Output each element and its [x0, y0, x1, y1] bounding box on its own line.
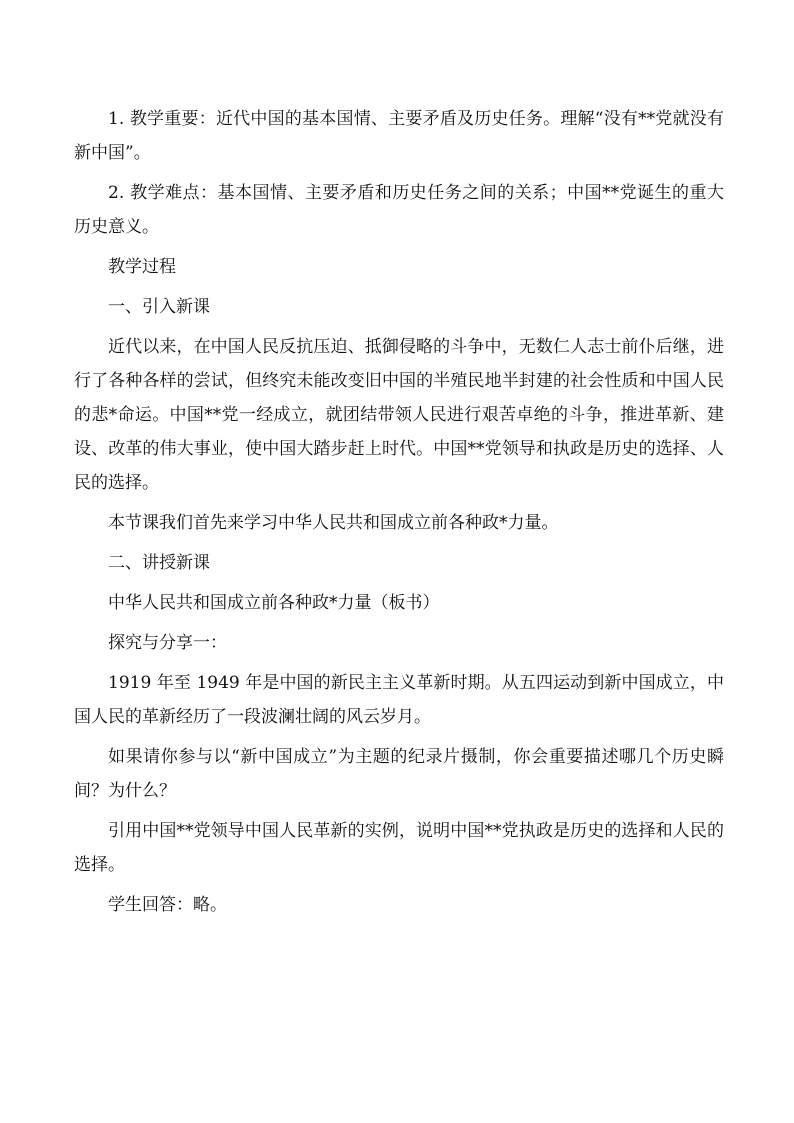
- document-body: [74, 102, 724, 922]
- blackboard-title-paragraph: 中华人民共和国成立前各种政*力量（板书）: [108, 593, 440, 613]
- lesson-topic-paragraph: 本节课我们首先来学习中华人民共和国成立前各种政*力量。: [108, 513, 559, 533]
- teaching-focus-paragraph: 1. 教学重要：近代中国的基本国情、主要矛盾及历史任务。理解“没有**党就没有新中国”。: [74, 109, 724, 163]
- explore-share-heading: 探究与分享一：: [108, 633, 227, 653]
- history-period-paragraph: 1919 年至 1949 年是中国的新民主主义革新时期。从五四运动到新中国成立，中国人民的革新经历了一段波澜壮阔的风云岁月。: [74, 673, 724, 727]
- example-task-paragraph: 引用中国**党领导中国人民革新的实例，说明中国**党执政是历史的选择和人民的选择。: [74, 821, 724, 875]
- section-teaching-heading: 二、讲授新课: [108, 553, 210, 573]
- teaching-process-heading: 教学过程: [108, 257, 176, 277]
- student-answer-paragraph: 学生回答：略。: [108, 895, 227, 915]
- intro-body-paragraph: 近代以来，在中国人民反抗压迫、抵御侵略的斗争中，无数仁人志士前仆后继，进行了各种各样的尝试，但终究未能改变旧中国的半殖民地半封建的社会性质和中国人民的悲*命运。中国**党一经成立，就团结带领人民进行艰苦卓绝的斗争，推进革新、建设、改革的伟大事业，使中国大踏步赶上时代。中国**党领导和执政是历史的选择、人民的选择。: [74, 337, 724, 493]
- documentary-question-paragraph: 如果请你参与以“新中国成立”为主题的纪录片摄制，你会重要描述哪几个历史瞬间？为什么？: [74, 747, 724, 801]
- teaching-difficulty-paragraph: 2. 教学难点：基本国情、主要矛盾和历史任务之间的关系；中国**党诞生的重大历史意义。: [74, 183, 724, 237]
- section-intro-heading: 一、引入新课: [108, 297, 210, 317]
